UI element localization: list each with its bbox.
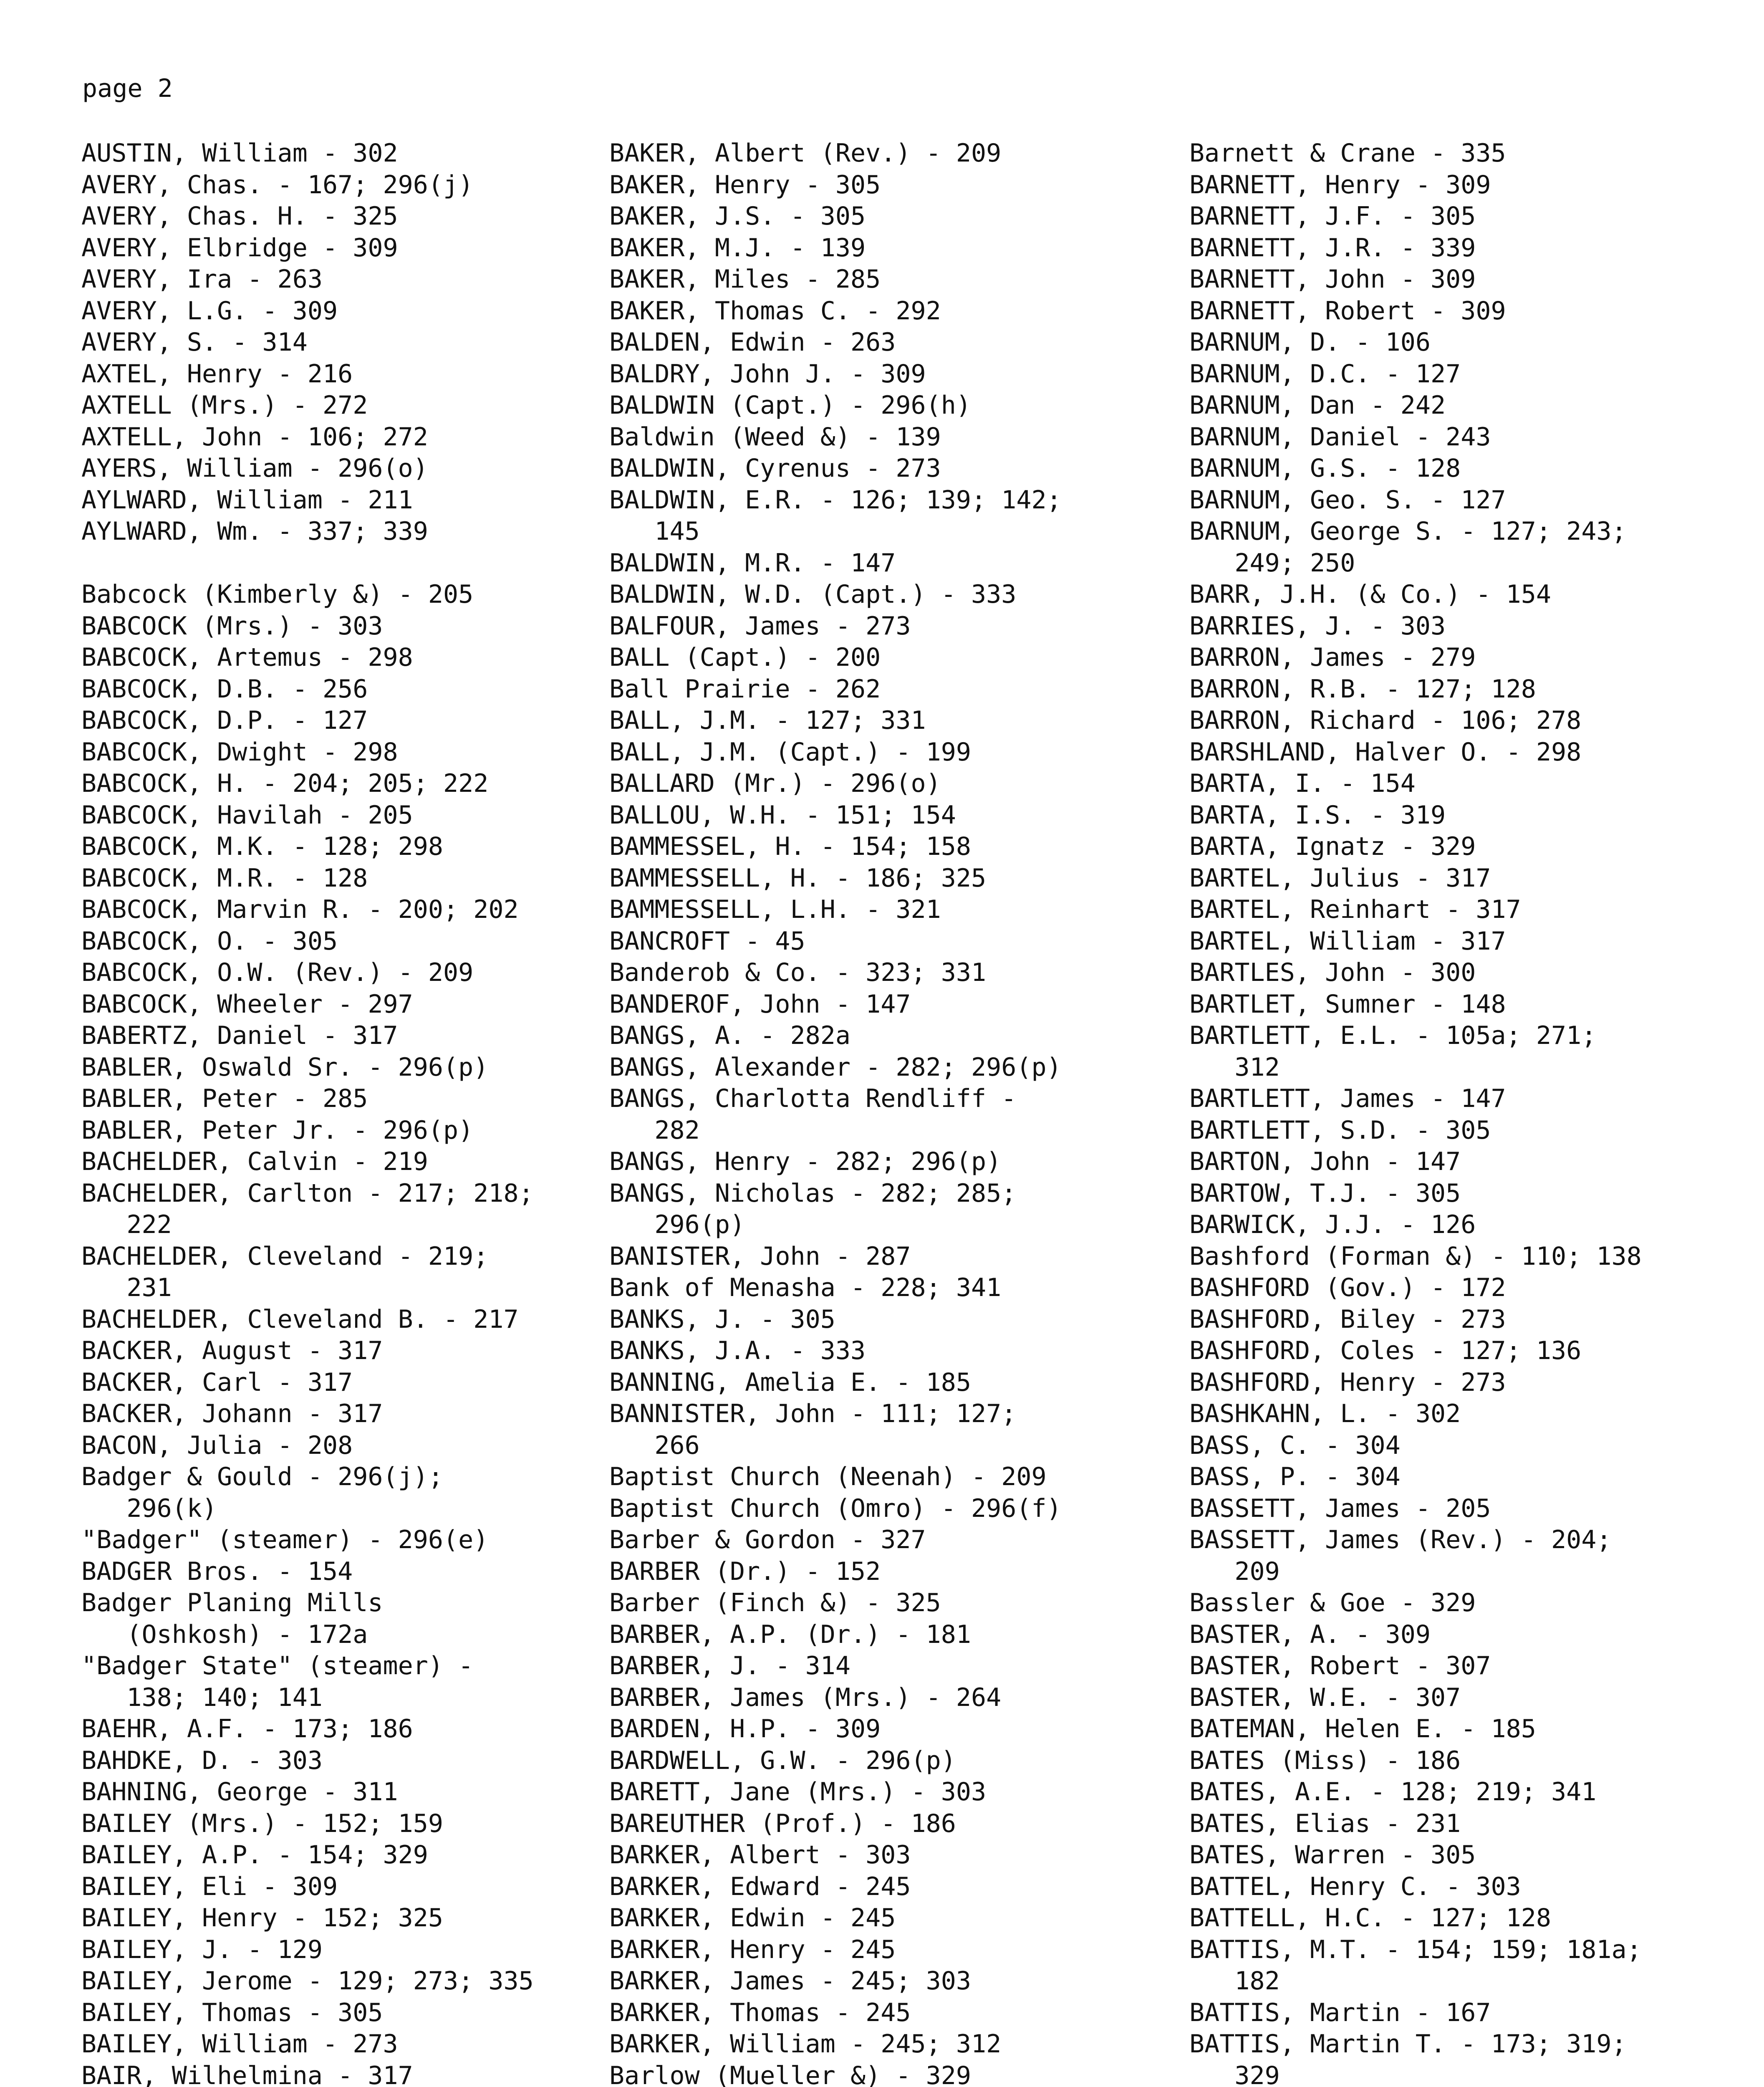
index-entry: BABCOCK, Marvin R. - 200; 202 [81, 895, 519, 924]
index-entry: BARWICK, J.J. - 126 [1189, 1210, 1476, 1239]
index-entry: 231 [81, 1273, 172, 1302]
index-entry: BASHFORD (Gov.) - 172 [1189, 1273, 1506, 1302]
index-entry: BARNUM, Dan - 242 [1189, 391, 1446, 420]
index-entry: BACKER, Johann - 317 [81, 1399, 383, 1428]
index-entry: AXTELL, John - 106; 272 [81, 422, 428, 452]
index-entry: BARTLET, Sumner - 148 [1189, 989, 1506, 1019]
index-entry: BARNUM, Geo. S. - 127 [1189, 485, 1506, 515]
index-entry: BARTA, I. - 154 [1189, 769, 1416, 798]
index-entry: BACHELDER, Carlton - 217; 218; [81, 1178, 534, 1208]
index-entry: BADGER Bros. - 154 [81, 1556, 353, 1586]
index-entry: BALLOU, W.H. - 151; 154 [609, 800, 956, 830]
index-entry: BARTLETT, E.L. - 105a; 271; [1189, 1021, 1597, 1050]
index-entry: Badger & Gould - 296(j); [81, 1462, 443, 1491]
index-entry: BARNETT, J.F. - 305 [1189, 202, 1476, 231]
index-entry: BARBER, J. - 314 [609, 1651, 850, 1680]
index-entry: BARETT, Jane (Mrs.) - 303 [609, 1777, 987, 1807]
index-entry: BASSETT, James (Rev.) - 204; [1189, 1525, 1612, 1554]
index-entry: BARSHLAND, Halver O. - 298 [1189, 737, 1582, 767]
index-entry: AVERY, Elbridge - 309 [81, 233, 398, 263]
index-entry: BANGS, Henry - 282; 296(p) [609, 1147, 1002, 1176]
index-entry: BARNUM, George S. - 127; 243; [1189, 517, 1627, 546]
index-entry: BANISTER, John - 287 [609, 1241, 911, 1271]
index-entry: BAILEY, William - 273 [81, 2029, 398, 2059]
index-entry: AYLWARD, Wm. - 337; 339 [81, 517, 428, 546]
index-entry: Barber & Gordon - 327 [609, 1525, 926, 1554]
index-entry: 222 [81, 1210, 172, 1239]
index-entry: 209 [1189, 1556, 1280, 1586]
index-entry: BARNUM, D.C. - 127 [1189, 359, 1461, 389]
index-entry: BARNETT, Robert - 309 [1189, 296, 1506, 326]
index-entry: BANKS, J. - 305 [609, 1304, 835, 1334]
index-entry: AVERY, S. - 314 [81, 328, 308, 357]
index-entry: BARDWELL, G.W. - 296(p) [609, 1746, 956, 1775]
index-entry: BABLER, Peter Jr. - 296(p) [81, 1115, 474, 1145]
index-entry: BASS, P. - 304 [1189, 1462, 1401, 1491]
index-entry: BAREUTHER (Prof.) - 186 [609, 1809, 956, 1838]
index-entry: BARKER, Edward - 245 [609, 1872, 911, 1901]
index-entry: BAILEY, Eli - 309 [81, 1872, 338, 1901]
index-entry: BACHELDER, Cleveland - 219; [81, 1241, 489, 1271]
index-entry: BANCROFT - 45 [609, 926, 805, 956]
index-entry: 249; 250 [1189, 548, 1355, 578]
index-entry: BARNUM, Daniel - 243 [1189, 422, 1491, 452]
index-entry: BATEMAN, Helen E. - 185 [1189, 1714, 1536, 1743]
index-entry: AVERY, Chas. - 167; 296(j) [81, 170, 474, 200]
index-entry: BABERTZ, Daniel - 317 [81, 1021, 398, 1050]
index-entry: Barnett & Crane - 335 [1189, 139, 1506, 168]
index-entry: BABCOCK (Mrs.) - 303 [81, 611, 383, 641]
index-entry: BACON, Julia - 208 [81, 1430, 353, 1460]
index-entry: Baldwin (Weed &) - 139 [609, 422, 941, 452]
index-entry: BAILEY, Thomas - 305 [81, 1998, 383, 2027]
index-entry: BARTA, I.S. - 319 [1189, 800, 1446, 830]
index-entry: BAILEY (Mrs.) - 152; 159 [81, 1809, 443, 1838]
index-entry: BABCOCK, Havilah - 205 [81, 800, 413, 830]
index-entry: AYLWARD, William - 211 [81, 485, 413, 515]
index-entry: BAHDKE, D. - 303 [81, 1746, 323, 1775]
index-entry: "Badger" (steamer) - 296(e) [81, 1525, 489, 1554]
index-entry: BANKS, J.A. - 333 [609, 1336, 866, 1365]
index-entry: BARTLES, John - 300 [1189, 958, 1476, 987]
index-entry: BARTLETT, S.D. - 305 [1189, 1115, 1491, 1145]
index-entry: BALL, J.M. (Capt.) - 199 [609, 737, 971, 767]
index-entry: BAKER, Albert (Rev.) - 209 [609, 139, 1002, 168]
index-entry: BAIR, Wilhelmina - 317 [81, 2061, 413, 2087]
index-entry: BABCOCK, O. - 305 [81, 926, 338, 956]
index-entry: (Oshkosh) - 172a [81, 1620, 368, 1649]
index-entry: BALDWIN, M.R. - 147 [609, 548, 896, 578]
index-entry: BANGS, Nicholas - 282; 285; [609, 1178, 1017, 1208]
index-entry: BASS, C. - 304 [1189, 1430, 1401, 1460]
index-entry: 329 [1189, 2061, 1280, 2087]
index-entry: BAKER, Thomas C. - 292 [609, 296, 941, 326]
index-entry: BARBER, James (Mrs.) - 264 [609, 1683, 1002, 1712]
index-entry: Badger Planing Mills [81, 1588, 383, 1617]
index-entry: BANNISTER, John - 111; 127; [609, 1399, 1017, 1428]
index-entry: Baptist Church (Omro) - 296(f) [609, 1493, 1062, 1523]
index-entry: BANDEROF, John - 147 [609, 989, 911, 1019]
index-entry: BARRIES, J. - 303 [1189, 611, 1446, 641]
index-entry: BAKER, Miles - 285 [609, 265, 881, 294]
index-entry: BANGS, A. - 282a [609, 1021, 850, 1050]
index-entry: Barber (Finch &) - 325 [609, 1588, 941, 1617]
index-entry: BABCOCK, Artemus - 298 [81, 643, 413, 672]
index-entry: Barlow (Mueller &) - 329 [609, 2061, 971, 2087]
index-entry: Bashford (Forman &) - 110; 138 [1189, 1241, 1642, 1271]
index-entry: 145 [609, 517, 700, 546]
index-entry: BABLER, Peter - 285 [81, 1084, 368, 1113]
index-entry: AUSTIN, William - 302 [81, 139, 398, 168]
index-entry: BAMMESSELL, L.H. - 321 [609, 895, 941, 924]
index-entry: BARNETT, J.R. - 339 [1189, 233, 1476, 263]
index-entry: BANGS, Alexander - 282; 296(p) [609, 1052, 1062, 1082]
index-entry: BAEHR, A.F. - 173; 186 [81, 1714, 413, 1743]
index-column-2 [609, 138, 1181, 2087]
index-entry: BALL, J.M. - 127; 331 [609, 706, 926, 735]
index-entry: 182 [1189, 1966, 1280, 1996]
index-entry: BALDWIN (Capt.) - 296(h) [609, 391, 971, 420]
index-entry: BAILEY, A.P. - 154; 329 [81, 1840, 428, 1870]
index-entry: BALDRY, John J. - 309 [609, 359, 926, 389]
index-entry: BAMMESSELL, H. - 186; 325 [609, 863, 987, 893]
index-entry: BARKER, Albert - 303 [609, 1840, 911, 1870]
index-entry: BASTER, A. - 309 [1189, 1620, 1431, 1649]
index-entry: BALL (Capt.) - 200 [609, 643, 881, 672]
index-entry: BASHFORD, Coles - 127; 136 [1189, 1336, 1582, 1365]
index-entry: BARKER, Thomas - 245 [609, 1998, 911, 2027]
index-entry: BARTEL, Reinhart - 317 [1189, 895, 1521, 924]
index-entry: BARNETT, Henry - 309 [1189, 170, 1491, 200]
index-entry: BARR, J.H. (& Co.) - 154 [1189, 580, 1551, 609]
index-entry: Babcock (Kimberly &) - 205 [81, 580, 474, 609]
index-entry: BARTA, Ignatz - 329 [1189, 832, 1476, 861]
index-entry: BABLER, Oswald Sr. - 296(p) [81, 1052, 489, 1082]
index-entry: BATES, Warren - 305 [1189, 1840, 1476, 1870]
index-entry: BABCOCK, M.K. - 128; 298 [81, 832, 443, 861]
index-entry: 296(p) [609, 1210, 745, 1239]
index-entry: BARKER, James - 245; 303 [609, 1966, 971, 1996]
page-label: page 2 [82, 74, 173, 103]
index-entry: BAKER, J.S. - 305 [609, 202, 866, 231]
index-entry: BATES, A.E. - 128; 219; 341 [1189, 1777, 1597, 1807]
index-entry: BARRON, James - 279 [1189, 643, 1476, 672]
index-entry: BALDWIN, Cyrenus - 273 [609, 454, 941, 483]
index-entry: 266 [609, 1430, 700, 1460]
index-entry: 312 [1189, 1052, 1280, 1082]
index-entry: BARKER, Henry - 245 [609, 1935, 896, 1964]
index-entry: BABCOCK, D.P. - 127 [81, 706, 368, 735]
index-entry [81, 548, 582, 579]
index-entry: Bassler & Goe - 329 [1189, 1588, 1476, 1617]
index-entry: BASTER, W.E. - 307 [1189, 1683, 1461, 1712]
index-entry: BARTOW, T.J. - 305 [1189, 1178, 1461, 1208]
index-entry: BABCOCK, O.W. (Rev.) - 209 [81, 958, 474, 987]
index-entry: AYERS, William - 296(o) [81, 454, 428, 483]
index-entry: Bank of Menasha - 228; 341 [609, 1273, 1002, 1302]
index-entry: Baptist Church (Neenah) - 209 [609, 1462, 1047, 1491]
index-entry: BARDEN, H.P. - 309 [609, 1714, 881, 1743]
index-entry: BAKER, M.J. - 139 [609, 233, 866, 263]
index-entry: BACKER, Carl - 317 [81, 1367, 353, 1397]
index-entry: BARNETT, John - 309 [1189, 265, 1476, 294]
index-entry: "Badger State" (steamer) - [81, 1651, 474, 1680]
index-entry: BACKER, August - 317 [81, 1336, 383, 1365]
index-entry: BARBER (Dr.) - 152 [609, 1556, 881, 1586]
index-entry: BASTER, Robert - 307 [1189, 1651, 1491, 1680]
index-entry: 296(k) [81, 1493, 217, 1523]
index-entry: BANNING, Amelia E. - 185 [609, 1367, 971, 1397]
index-entry: AXTELL (Mrs.) - 272 [81, 391, 368, 420]
index-entry: BABCOCK, H. - 204; 205; 222 [81, 769, 489, 798]
index-entry: BAILEY, Henry - 152; 325 [81, 1903, 443, 1933]
index-entry: BAILEY, Jerome - 129; 273; 335 [81, 1966, 534, 1996]
index-entry: AXTEL, Henry - 216 [81, 359, 353, 389]
index-entry: BARBER, A.P. (Dr.) - 181 [609, 1620, 971, 1649]
index-entry: BACHELDER, Calvin - 219 [81, 1147, 428, 1176]
index-entry: BAILEY, J. - 129 [81, 1935, 323, 1964]
index-entry: BATTIS, M.T. - 154; 159; 181a; [1189, 1935, 1642, 1964]
index-entry: AVERY, L.G. - 309 [81, 296, 338, 326]
index-entry: BASSETT, James - 205 [1189, 1493, 1491, 1523]
index-entry: BARTON, John - 147 [1189, 1147, 1461, 1176]
index-entry: BALDWIN, E.R. - 126; 139; 142; [609, 485, 1062, 515]
index-entry: BACHELDER, Cleveland B. - 217 [81, 1304, 519, 1334]
index-entry: BARRON, Richard - 106; 278 [1189, 706, 1582, 735]
index-entry: BAHNING, George - 311 [81, 1777, 398, 1807]
index-entry: 282 [609, 1115, 700, 1145]
index-entry: BARTLETT, James - 147 [1189, 1084, 1506, 1113]
index-entry: BABCOCK, M.R. - 128 [81, 863, 368, 893]
index-entry: BABCOCK, Wheeler - 297 [81, 989, 413, 1019]
index-entry: Banderob & Co. - 323; 331 [609, 958, 987, 987]
index-entry: BATTEL, Henry C. - 303 [1189, 1872, 1521, 1901]
index-entry: 138; 140; 141 [81, 1683, 323, 1712]
index-entry: BATTELL, H.C. - 127; 128 [1189, 1903, 1551, 1933]
index-entry: BAMMESSEL, H. - 154; 158 [609, 832, 971, 861]
index-entry: BASHFORD, Biley - 273 [1189, 1304, 1506, 1334]
index-entry: BABCOCK, D.B. - 256 [81, 674, 368, 704]
index-column-1 [81, 138, 582, 2087]
index-entry: BABCOCK, Dwight - 298 [81, 737, 398, 767]
index-entry: BALDWIN, W.D. (Capt.) - 333 [609, 580, 1017, 609]
index-entry: BATES (Miss) - 186 [1189, 1746, 1461, 1775]
index-entry: BASHFORD, Henry - 273 [1189, 1367, 1506, 1397]
index-entry: AVERY, Ira - 263 [81, 265, 323, 294]
index-entry: BARRON, R.B. - 127; 128 [1189, 674, 1536, 704]
index-entry: BASHKAHN, L. - 302 [1189, 1399, 1461, 1428]
index-entry: AVERY, Chas. H. - 325 [81, 202, 398, 231]
index-entry: BARKER, Edwin - 245 [609, 1903, 896, 1933]
index-entry: BARNUM, D. - 106 [1189, 328, 1431, 357]
index-entry: BALLARD (Mr.) - 296(o) [609, 769, 941, 798]
index-entry: BAKER, Henry - 305 [609, 170, 881, 200]
index-entry: BATTIS, Martin T. - 173; 319; [1189, 2029, 1627, 2059]
index-entry: BARTEL, Julius - 317 [1189, 863, 1491, 893]
index-entry: BALDEN, Edwin - 263 [609, 328, 896, 357]
index-column-3 [1189, 138, 1744, 2087]
index-entry: BARNUM, G.S. - 128 [1189, 454, 1461, 483]
index-entry: Ball Prairie - 262 [609, 674, 881, 704]
index-entry: BANGS, Charlotta Rendliff - [609, 1084, 1017, 1113]
index-entry: BARKER, William - 245; 312 [609, 2029, 1002, 2059]
index-entry: BATTIS, Martin - 167 [1189, 1998, 1491, 2027]
index-entry: BALFOUR, James - 273 [609, 611, 911, 641]
index-entry: BATES, Elias - 231 [1189, 1809, 1461, 1838]
index-entry: BARTEL, William - 317 [1189, 926, 1506, 956]
